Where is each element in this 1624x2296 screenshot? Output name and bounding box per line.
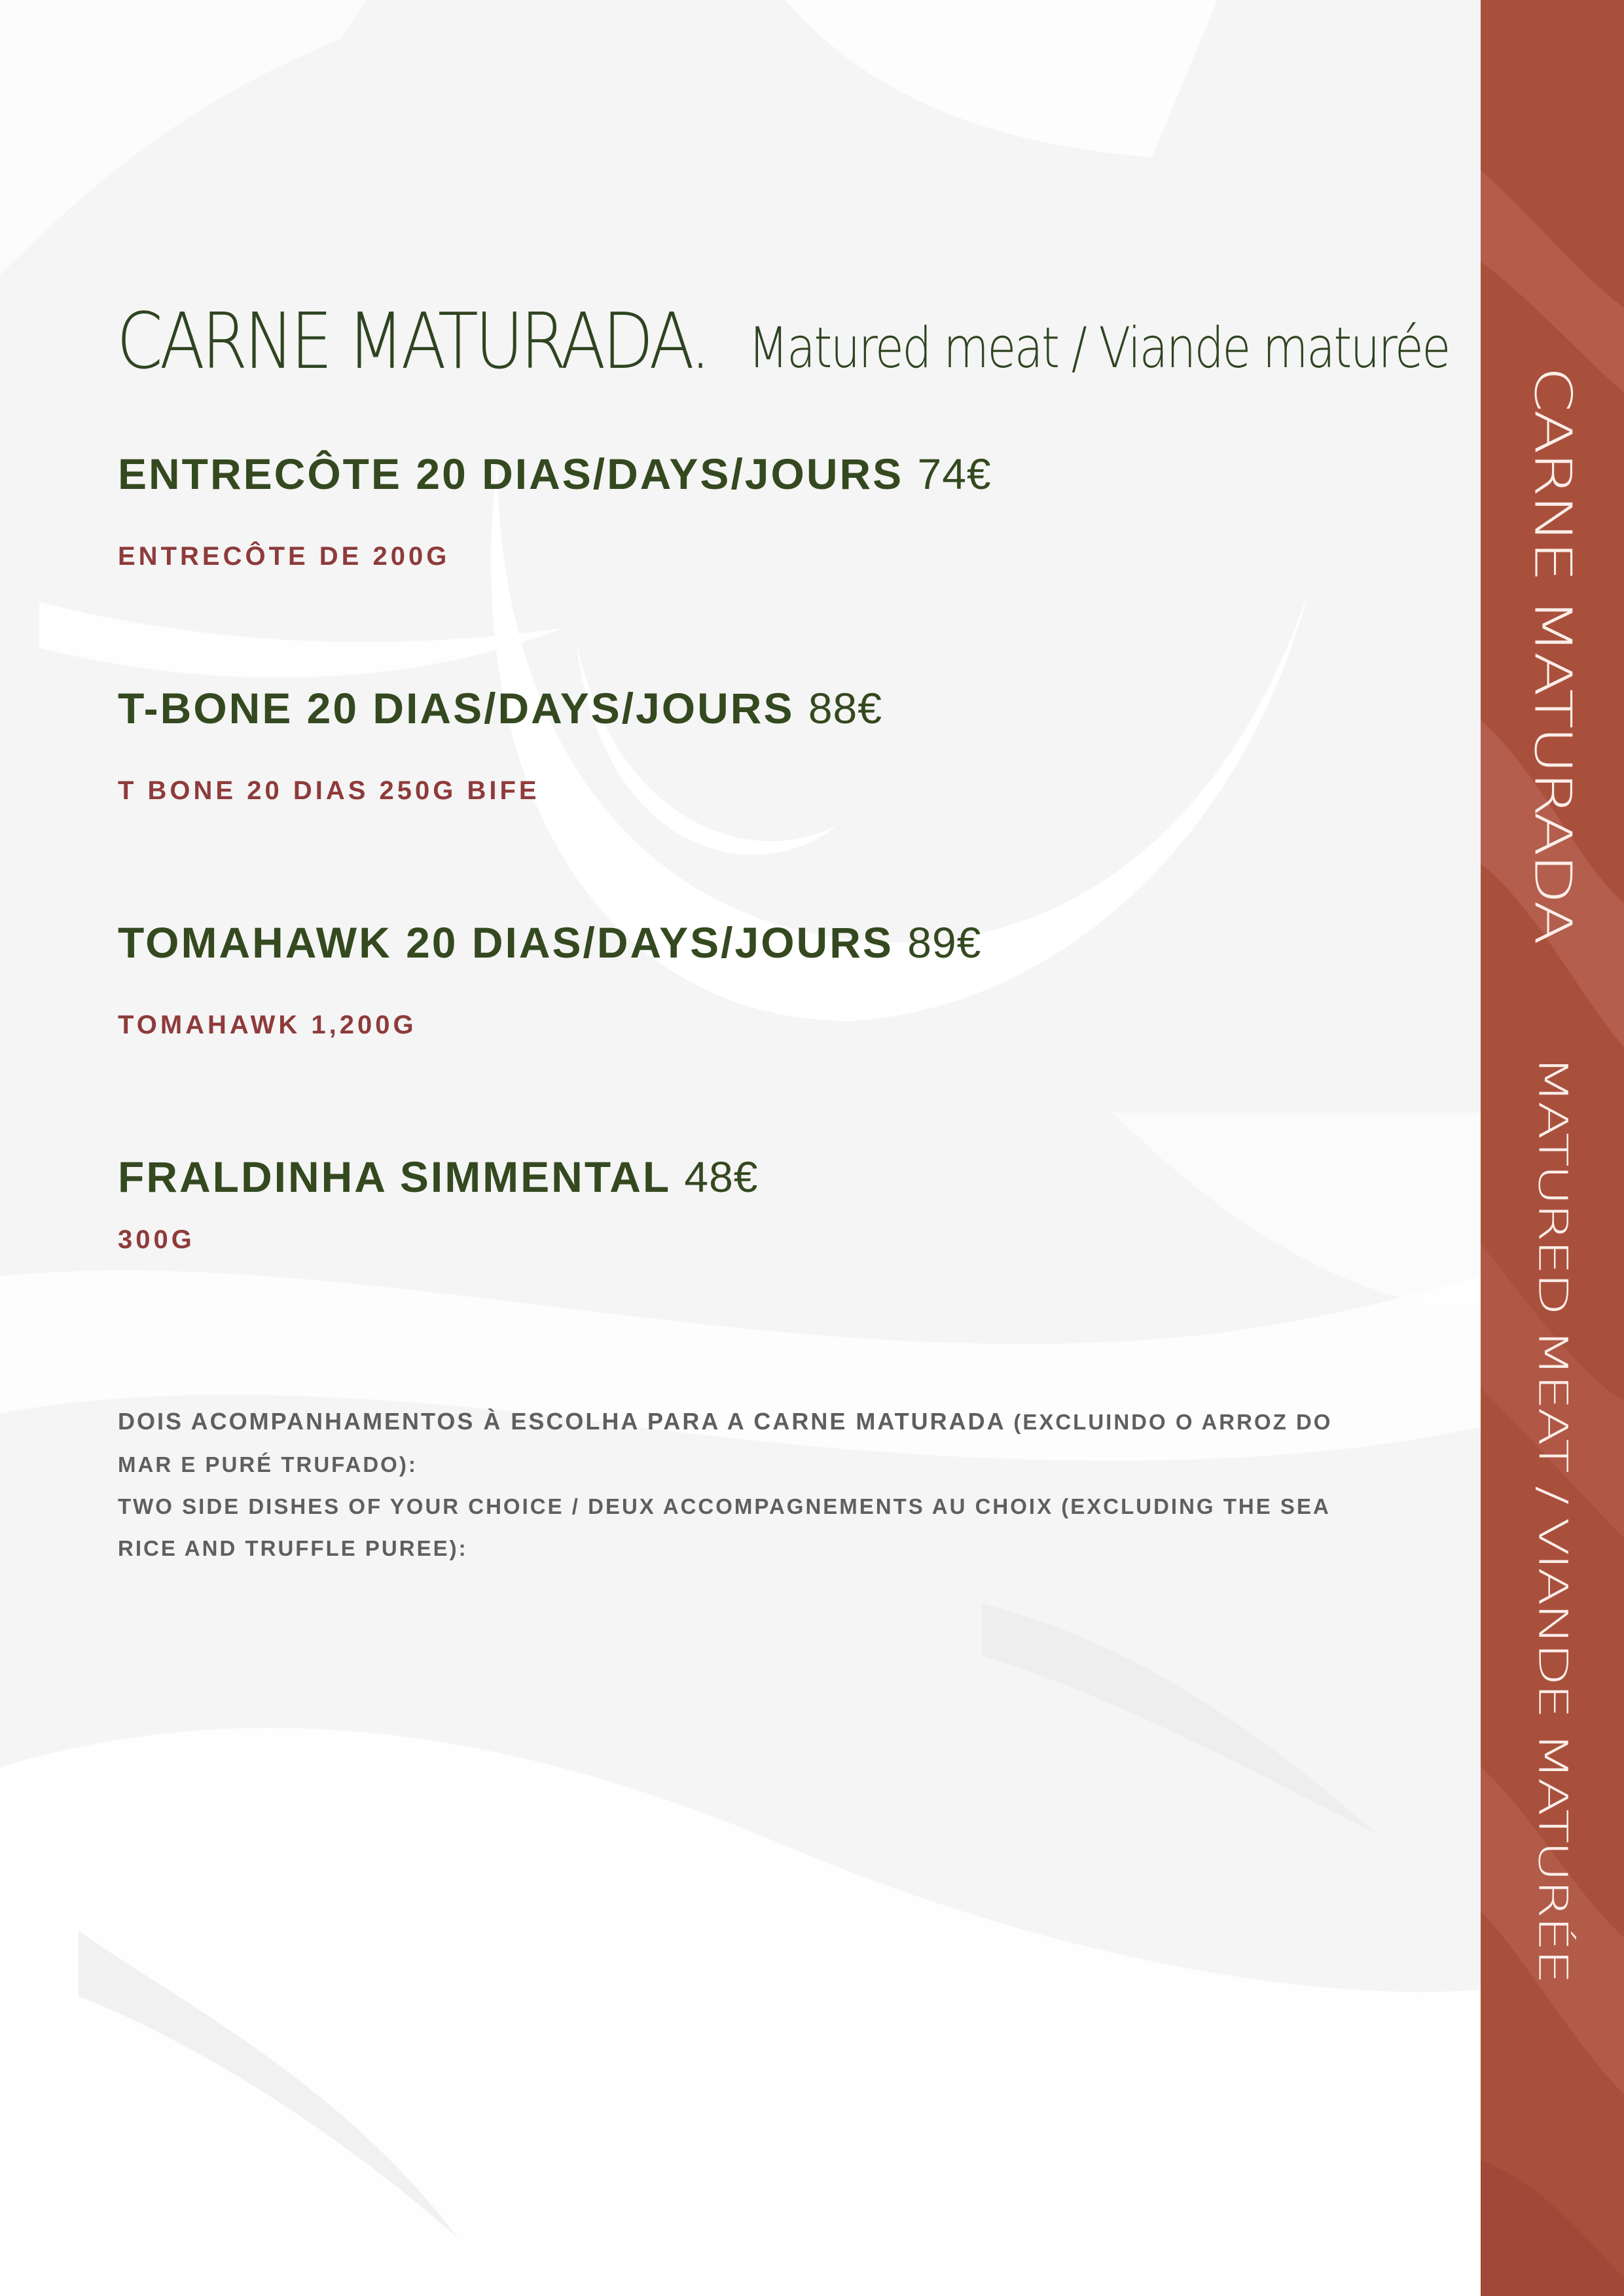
menu-item-name: TOMAHAWK 20 DIAS/DAYS/JOURS xyxy=(118,918,893,967)
sidebar-band xyxy=(1481,0,1624,2296)
menu-item-name: ENTRECÔTE 20 DIAS/DAYS/JOURS xyxy=(118,450,904,498)
menu-item-fraldinha xyxy=(118,1152,759,1255)
menu-item-title xyxy=(118,683,882,733)
menu-item-title xyxy=(118,918,981,967)
note-english-french: TWO SIDE DISHES OF YOUR CHOICE / DEUX ACCOMPAGNEMENTS AU CHOIX (EXCLUDING THE SEA RICE AND TRUFFLE PUREE): xyxy=(118,1494,1330,1560)
menu-item-t-bone xyxy=(118,683,882,806)
menu-item-price: 89€ xyxy=(907,918,982,967)
note-pt-main: DOIS ACOMPANHAMENTOS À ESCOLHA PARA A CARNE MATURADA xyxy=(118,1408,1005,1435)
menu-item-description: T BONE 20 DIAS 250G BIFE xyxy=(118,776,540,805)
menu-item-description: ENTRECÔTE DE 200G xyxy=(118,542,450,571)
page-heading xyxy=(117,296,1449,386)
note-pt-paren: (EXCLUINDO O ARROZ DO MAR E PURÉ TRUFADO): xyxy=(118,1410,1333,1477)
menu-item-price: 74€ xyxy=(917,450,992,498)
menu-item-title xyxy=(118,1152,759,1202)
menu-item-tomahawk xyxy=(118,918,981,1040)
side-dishes-note xyxy=(118,1401,1335,1570)
menu-item-price: 48€ xyxy=(684,1153,759,1201)
menu-item-title xyxy=(118,449,992,499)
note-portuguese xyxy=(118,1401,1335,1486)
sidebar-title: CARNE MATURADA xyxy=(1523,366,1583,943)
menu-item-price: 88€ xyxy=(808,684,882,732)
menu-item-description: 300G xyxy=(118,1225,195,1254)
menu-item-name: T-BONE 20 DIAS/DAYS/JOURS xyxy=(118,684,795,732)
heading-subtitle: Matured meat / Viande maturée xyxy=(748,315,1449,381)
menu-item-description: TOMAHAWK 1,200G xyxy=(118,1011,417,1039)
heading-main: CARNE MATURADA. xyxy=(117,296,708,386)
sidebar-subtitle: MATURED MEAT / VIANDE MATURÉE xyxy=(1529,1055,1576,1982)
menu-item-entrecote xyxy=(118,449,992,571)
menu-item-name: FRALDINHA SIMMENTAL xyxy=(118,1153,671,1201)
